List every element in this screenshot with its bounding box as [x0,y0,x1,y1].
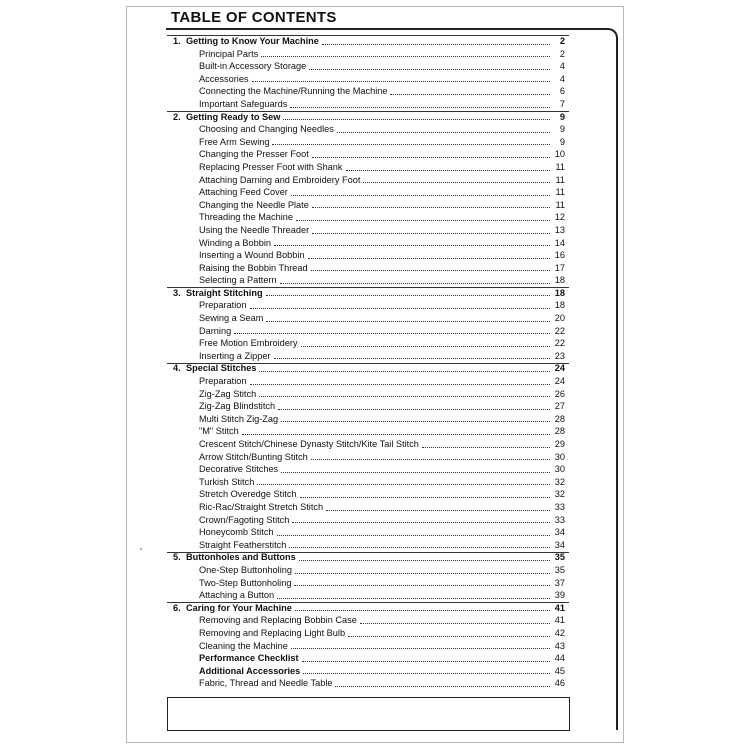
toc-page-number: 6 [559,86,565,97]
dot-leader [322,44,550,45]
toc-page-number: 2 [559,36,565,46]
toc-entry-row [173,337,565,350]
toc-page-number: 11 [555,199,565,210]
dot-leader [299,560,550,561]
toc-entry-row [173,564,565,577]
dot-leader [335,686,550,687]
toc-entry-label: Attaching a Button [199,590,275,601]
toc-entry-label: Crown/Fagoting Stitch [199,514,290,525]
dot-leader [292,522,550,523]
dot-leader [326,510,550,511]
dot-leader [295,610,550,611]
toc-page-number: 44 [554,653,565,664]
toc-entry-label: Zig-Zag Blindstitch [199,401,276,412]
toc-entry-label: Sewing a Seam [199,313,264,324]
toc-page-number: 30 [554,451,565,462]
toc-entry-row [173,413,565,426]
toc-entry-label: Using the Needle Threader [199,224,310,235]
toc-entry-row [173,627,565,640]
toc-entry-row [173,463,565,476]
toc-entry-row [173,451,565,464]
toc-entry-row [173,136,565,149]
dot-leader [312,207,550,208]
toc-entry-row [173,148,565,161]
toc-page-number: 45 [554,665,565,676]
dot-leader [272,144,550,145]
dot-leader [312,233,550,234]
toc-entry-row [173,652,565,665]
toc-chapter-row [173,551,565,564]
toc-entry-row [173,614,565,627]
toc-entry-label: Accessories [199,73,249,84]
toc-chapter-row [173,287,565,300]
chapter-number: 6. [173,602,181,613]
toc-entry-label: Changing the Presser Foot [199,149,309,160]
dot-leader [261,56,550,57]
toc-entry-label: Principal Parts [199,48,259,59]
dot-leader [259,396,550,397]
toc-page-number: 9 [559,124,565,135]
toc-entry-label: Attaching Darning and Embroidery Foot [199,174,361,185]
toc-entry-row [173,375,565,388]
dot-leader [294,585,550,586]
toc-entry-label: Free Motion Embroidery [199,338,298,349]
dot-leader [303,673,550,674]
dot-leader [422,447,550,448]
toc-entry-label: Multi Stitch Zig-Zag [199,413,279,424]
toc-entry-label: Threading the Machine [199,212,293,223]
chapter-divider [167,602,569,603]
toc-page-number: 35 [554,564,565,575]
dot-leader [308,258,550,259]
chapter-number: 3. [173,287,181,298]
toc-entry-label: Zig-Zag Stitch [199,388,257,399]
toc-entry-label: Attaching Feed Cover [199,187,288,198]
toc-entry-label: Important Safeguards [199,98,288,109]
toc-entry-label: Additional Accessories [199,665,301,676]
dot-leader [291,648,550,649]
toc-entry-row [173,388,565,401]
toc-entry-row [173,73,565,86]
toc-page-number: 34 [554,539,565,550]
toc-entry-label: Getting Ready to Sew [186,111,281,122]
toc-page-number: 28 [554,426,565,437]
toc-page-number: 22 [554,325,565,336]
toc-entry-label: Raising the Bobbin Thread [199,262,308,273]
dot-leader [302,661,550,662]
toc-entry-row [173,640,565,653]
toc-entry-label: Two-Step Buttonholing [199,577,292,588]
dot-leader [252,81,550,82]
toc-entry-row [173,174,565,187]
toc-entry-label: Darning [199,325,232,336]
toc-entry-row [173,199,565,212]
toc-entry-row [173,299,565,312]
dot-leader [259,371,550,372]
toc-entry-row [173,224,565,237]
toc-entry-row [173,514,565,527]
toc-entry-label: Removing and Replacing Bobbin Case [199,615,357,626]
dot-leader [289,547,550,548]
toc-entry-label: Performance Checklist [199,653,299,664]
dot-leader [296,220,550,221]
dot-leader [281,472,550,473]
toc-entry-row [173,211,565,224]
toc-entry-row [173,325,565,338]
toc-page-number: 33 [554,501,565,512]
dot-leader [295,573,550,574]
toc-entry-label: Preparation [199,376,247,387]
toc-page-number: 13 [554,224,565,235]
toc-page-number: 27 [554,401,565,412]
dot-leader [274,245,550,246]
document-page [126,6,624,743]
dot-leader [390,94,550,95]
dot-leader [312,157,550,158]
chapter-divider [167,35,569,36]
toc-page-number: 32 [554,489,565,500]
toc-entry-row [173,98,565,111]
toc-page-number: 32 [554,476,565,487]
dot-leader [283,119,550,120]
toc-entry-label: Crescent Stitch/Chinese Dynasty Stitch/Kite Tail Stitch [199,439,419,449]
toc-entry-label: Honeycomb Stitch [199,527,274,538]
toc-chapter-row [173,602,565,615]
toc-page-number: 33 [554,514,565,525]
toc-page-number: 9 [559,111,565,122]
toc-page-number: 18 [554,300,565,311]
dot-leader [266,321,550,322]
toc-entry-label: Fabric, Thread and Needle Table [199,678,333,689]
toc-entry-label: One-Step Buttonholing [199,564,292,575]
chapter-divider [167,552,569,553]
dot-leader [309,69,550,70]
toc-entry-row [173,237,565,250]
toc-entry-label: Stretch Overedge Stitch [199,489,297,500]
toc-entry-row [173,350,565,363]
toc-page-number: 4 [559,61,565,72]
toc-entry-row [173,677,565,690]
dot-leader [250,308,551,309]
toc-chapter-row [173,111,565,124]
toc-chapter-row [173,362,565,375]
toc-page-number: 20 [554,313,565,324]
toc-page-number: 34 [554,527,565,538]
toc-entry-row [173,186,565,199]
toc-entry-row [173,85,565,98]
dot-leader [363,182,550,183]
toc-page-number: 26 [554,388,565,399]
toc-page-number: 4 [559,73,565,84]
toc-page-number: 39 [554,590,565,601]
dot-leader [337,132,550,133]
toc-page-number: 11 [555,161,565,172]
toc-entry-label: "M" Stitch [199,426,239,437]
toc-entry-label: Straight Stitching [186,287,263,298]
toc-entry-row [173,476,565,489]
toc-page-number: 9 [559,136,565,147]
toc-page-number: 7 [559,98,565,109]
dot-leader [257,484,550,485]
toc-entry-row [173,488,565,501]
toc-entry-label: Free Arm Sewing [199,136,270,147]
toc-page-number: 18 [554,275,565,286]
toc-entry-row [173,665,565,678]
dot-leader [250,384,551,385]
toc-entry-row [173,123,565,136]
chapter-divider [167,287,569,288]
scan-speck [140,548,142,550]
chapter-number: 2. [173,111,181,122]
toc-entry-label: Caring for Your Machine [186,602,292,613]
toc-entry-row [173,274,565,287]
toc-entry-row [173,577,565,590]
toc-entry-label: Changing the Needle Plate [199,199,309,210]
toc-page-number: 14 [554,237,565,248]
dot-leader [301,346,550,347]
toc-page-number: 29 [554,439,565,449]
toc-page-number: 18 [554,287,565,298]
toc-entry-row [173,501,565,514]
toc-entry-row [173,539,565,552]
toc-entry-label: Removing and Replacing Light Bulb [199,627,346,638]
toc-page-number: 24 [554,363,565,374]
dot-leader [266,295,550,296]
dot-leader [360,623,550,624]
toc-page-number: 46 [554,678,565,689]
toc-entry-label: Replacing Presser Foot with Shank [199,161,343,172]
toc-entry-label: Straight Featherstitch [199,539,287,550]
toc-entry-label: Ric-Rac/Straight Stretch Stitch [199,501,324,512]
toc-entry-label: Built-in Accessory Storage [199,61,307,72]
toc-page-number: 41 [554,615,565,626]
toc-page-number: 43 [554,640,565,651]
dot-leader [291,195,550,196]
toc-page-number: 42 [554,627,565,638]
dot-leader [300,497,550,498]
dot-leader [348,636,550,637]
toc-entry-label: Special Stitches [186,363,257,374]
toc-entry-label: Selecting a Pattern [199,275,277,286]
toc-page-number: 24 [554,376,565,387]
chapter-divider [167,111,569,112]
dot-leader [278,409,550,410]
dot-leader [290,107,550,108]
toc-page-number: 30 [554,464,565,475]
toc-page-number: 17 [554,262,565,273]
toc-entry-row [173,161,565,174]
toc-page-number: 28 [554,413,565,424]
chapter-number: 1. [173,36,181,46]
dot-leader [281,421,550,422]
toc-entry-label: Turkish Stitch [199,476,255,487]
toc-page-number: 23 [554,350,565,361]
toc-page-number: 35 [554,552,565,563]
toc-entry-row [173,60,565,73]
dot-leader [280,283,550,284]
chapter-number: 5. [173,552,181,563]
toc-page-number: 22 [554,338,565,349]
toc-entry-row [173,48,565,61]
toc-entry-label: Connecting the Machine/Running the Machine [199,86,388,97]
dot-leader [311,459,550,460]
toc-page-number: 41 [554,602,565,613]
toc-entry-label: Winding a Bobbin [199,237,272,248]
toc-entry-label: Cleaning the Machine [199,640,288,651]
toc-entry-label: Choosing and Changing Needles [199,124,334,135]
toc-entry-row [173,425,565,438]
chapter-divider [167,363,569,364]
toc-page-number: 10 [554,149,565,160]
toc-entry-row [173,438,565,451]
toc-chapter-row [173,35,565,48]
dot-leader [277,598,550,599]
dot-leader [234,333,550,334]
toc-entry-label: Arrow Stitch/Bunting Stitch [199,451,308,462]
toc-entry-row [173,400,565,413]
footer-box [167,697,570,731]
toc-entry-label: Decorative Stitches [199,464,279,475]
toc-entry-row [173,262,565,275]
toc-page-number: 16 [554,250,565,261]
toc-page-number: 11 [555,187,565,198]
toc-entry-row [173,589,565,602]
page-title: TABLE OF CONTENTS [171,9,337,26]
toc-entry-label: Getting to Know Your Machine [186,36,319,46]
toc-entry-label: Buttonholes and Buttons [186,552,296,563]
toc-page-number: 11 [555,174,565,185]
dot-leader [311,270,550,271]
toc-entry-row [173,526,565,539]
dot-leader [242,434,550,435]
dot-leader [277,535,550,536]
toc-page-number: 37 [554,577,565,588]
toc-entry-label: Inserting a Wound Bobbin [199,250,305,261]
dot-leader [274,358,551,359]
chapter-number: 4. [173,363,181,374]
toc-page-number: 2 [559,48,565,59]
toc-entry-label: Preparation [199,300,247,311]
toc-entry-row [173,249,565,262]
toc-page-number: 12 [554,212,565,223]
dot-leader [346,170,551,171]
toc-entry-label: Inserting a Zipper [199,350,271,361]
toc-entry-row [173,312,565,325]
